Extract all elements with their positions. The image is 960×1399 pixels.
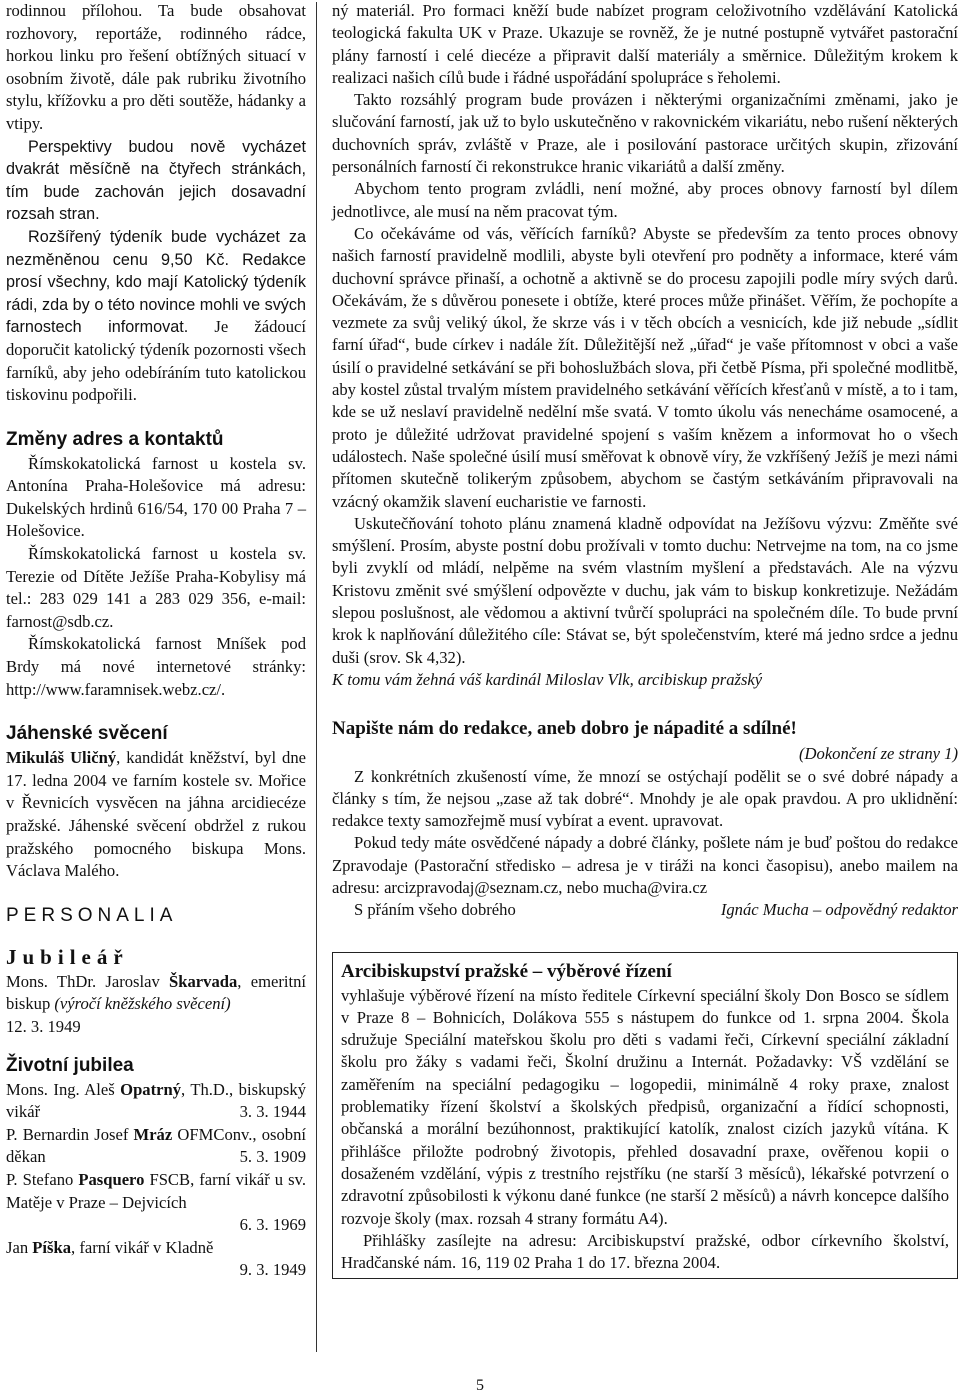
intro-paragraph-2: Perspektivy budou nově vycházet dvakrát měsíčně na čtyřech stránkách, tím bude zachován jejich dosavadní rozsah stran. (6, 137, 306, 224)
napiste-signature (332, 899, 958, 921)
job-announcement-paragraph-1: vyhlašuje výběrové řízení na místo ředitele Církevní speciální školy Don Bosco se sídlem v Praze 8 – Bohnicích, Dolákova 555 s nástupem do funkce od 1. srpna 2004. Škola sdružuje Speciální mateřskou školu pro děti s vadami řeči, Církevní speciální základní školu pro žáky s vadami řeči, Školní družinu a Internát. Požadavky: VŠ vzdělání se zaměřením na speciální pedagogiku – logopedii, minimálně 4 roky praxe, znalost problematiky řízení školství a školských předpisů, organizační a řídící schopnosti, občanská a morální bezúhonnost, praktikující katolík, znalost cizích jazyků vítána. K přihlášce přiložte podrobný životopis, přehled dosavadní praxe, ověřenou kopii o dosaženém vzdělání, výpis z trestního rejstříku (ne starší 3 měsíců), lékařské potvrzení o zdravotní způsobilosti k výkonu dané funkce (ne starší 2 měsíců) a návrh koncepce dalšího rozvoje školy (max. rozsah 4 strany formátu A4). (341, 985, 949, 1228)
jubilee-3-date: 6. 3. 1969 (239, 1215, 306, 1235)
column-divider (316, 2, 317, 1352)
napiste-greeting: S přáním všeho dobrého (354, 900, 516, 920)
jubilee-entry-2 (6, 1124, 306, 1169)
jubilee-1-role: , Th.D., biskupský vikář (6, 1079, 306, 1122)
jubilee-2-prefix: P. Bernardin Josef (6, 1124, 134, 1144)
jubilee-1-date: 3. 3. 1944 (239, 1102, 306, 1122)
jubilee-entry-3 (6, 1169, 306, 1214)
jubilee-4-role: , farní vikář v Kladně (71, 1237, 214, 1257)
job-announcement-paragraph-2: Přihlášky zasílejte na adresu: Arcibiskupství pražské, odbor církevního školství, Hradčanské nám. 16, 119 02 Praha 1 do 17. března 2004. (341, 1230, 949, 1273)
page-number: 5 (476, 1377, 484, 1394)
jahen-paragraph (6, 747, 306, 883)
jubilee-4-name: Píška (32, 1237, 72, 1257)
right-paragraph-2: Takto rozsáhlý program bude provázen i některými organizačními změnami, jako je slučování farností, jak už to bylo uskutečněno v rakovnickém vikariátu, nebo rušení některých duchovních správ, zvláště v Praze, ale i posilování pastorace určitých skupin, zřizování personálních farností či rekonstrukce hranic vikariátů a další změny. (332, 90, 958, 177)
intro-paragraph-1: rodinnou přílohou. Ta bude obsahovat rozhovory, reportáže, rodinného rádce, horkou linku pro řešení obtížných situací v osobním životě, dále pak rubriku životního stylu, křížovku a pro děti soutěže, hádanky a vtipy. (6, 1, 306, 133)
section-title-personalia: PERSONALIA (6, 904, 178, 926)
jubilee-3-role: FSCB, farní vikář u sv. Matěje v Praze – Dejvicích (6, 1169, 306, 1212)
napiste-continuation: (Dokončení ze strany 1) (799, 744, 958, 764)
jubilee-3-name: Pasquero (78, 1169, 145, 1189)
jahen-name: Mikuláš Uličný (6, 748, 117, 768)
right-column (332, 0, 958, 1279)
jubilee-2-date: 5. 3. 1909 (239, 1147, 306, 1167)
jubilee-4-prefix: Jan (6, 1237, 33, 1257)
jubilee-entry-4 (6, 1237, 306, 1260)
intro-p3-part-c: Je žádoucí doporučit katolický týdeník pozornosti všech farníků, aby jeho odebíráním tuto katolickou tiskovinu podpořili. (6, 317, 307, 405)
section-title-zmeny: Změny adres a kontaktů (6, 428, 224, 450)
cardinal-signature: K tomu vám žehná váš kardinál Miloslav Vlk, arcibiskup pražský (332, 669, 763, 689)
jubilee-4-date: 9. 3. 1949 (239, 1260, 306, 1280)
section-title-zivotni: Životní jubilea (6, 1054, 134, 1076)
napiste-paragraph-2: Pokud tedy máte osvědčené nápady a dobré články, pošlete nám je buď poštou do redakce Zpravodaje (Pastorační středisko – adresa je v tiráži na konci časopisu), anebo mailem na adresu: arcizpravodaj@seznam.cz, nebo mucha@vira.cz (332, 833, 958, 897)
intro-p3-part-b: Redakce prosí všechny, kdo mají Katolický týdeník rádi, zda by o této novince mohli ve svých farnostech informovat. (6, 250, 306, 337)
section-title-jubilear: Jubileář (6, 944, 129, 969)
zmeny-paragraph-1: Římskokatolická farnost u kostela sv. Antonína Praha-Holešovice má adresu: Dukelských hrdinů 616/54, 170 00 Praha 7 – Holešovice. (6, 453, 306, 541)
zmeny-paragraph-2: Římskokatolická farnost u kostela sv. Terezie od Dítěte Ježíše Praha-Kobylisy má tel.: 283 029 141 a 283 029 356, e-mail: farnost@sdb.cz. (6, 544, 306, 631)
jubilear-suffix: , emeritní biskup (6, 971, 306, 1014)
jubilee-1-name: Opatrný (120, 1079, 182, 1099)
jubilee-entry-1 (6, 1079, 306, 1124)
intro-p3-part-a: Rozšířený týdeník bude vycházet za nezměněnou cenu 9,50 Kč. (6, 227, 306, 269)
right-paragraph-4: Co očekáváme od vás, věřících farníků? Abyste se především za tento proces obnovy našich farností pravidelně modlili, abyste byli otevření pro podněty a informace, které vám duchovní správce přinaší, a ochotně a aktivně se do procesu zapojili podle míry svých darů. Očekávám, že s důvěrou ponesete i obtíže, které proces může přinášet. Věřím, že pochopíte a vezmete za svůj veliký úkol, že skrze vás i v těch obcích a vesnicích, kde již nebude „sídlit farní úřad“, bude církev i nadále žít. Důležitější než „úřad“ je vaše přítomnost v obci a vaše úsilí o pravidelné setkávání se při bohoslužbách slova, při četbě Písma, při společné modlitbě, aby kostel zůstal trvalým místem pravidelného setkávání věřících křesťanů v místě, a to i tam, kde se už neslaví pravidelně nedělní mše svatá. V tomto úkolu vás nenecháme osamocené, a proto je důležité udržovat pravidelné spojení s vaším knězem a informovat ho o všech událostech. Naše společné úsilí musí směřovat k obnově víry, že vzkříšený Ježíš je mezi námi přítomen skutečně tolikerým způsobem, abychom se častým setkáváním připravovali na vzácný okamžik slavení eucharistie ve farnosti. (332, 223, 958, 511)
napiste-paragraph-1: Z konkrétních zkušeností víme, že mnozí se ostýchají podělit se o své dobré nápady a články s tím, že nejsou „zase až tak dobré“. Mnohdy je ale opak pravdou. A pro uklidnění: redakce texty samozřejmě musí vybírat a event. upravovat. (332, 766, 958, 831)
jubilee-2-name: Mráz (133, 1124, 173, 1144)
jubilee-3-prefix: P. Stefano (6, 1169, 79, 1189)
jubilee-1-prefix: Mons. Ing. Aleš (6, 1079, 121, 1099)
job-announcement-title: Arcibiskupství pražské – výběrové řízení (341, 960, 672, 982)
napiste-title: Napište nám do redakce, aneb dobro je nápadité a sdílné! (332, 718, 797, 740)
jubilear-entry (6, 971, 306, 1016)
jahen-text: , kandidát kněžství, byl dne 17. ledna 2004 ve farním kostele sv. Mořice v Řevnicích vysvěcen na jáhna arcidiecéze pražské. Jáhenské svěcení obdržel z rukou pražského pomocného biskupa Mons. Václava Malého. (6, 748, 306, 881)
jubilear-date: 12. 3. 1949 (6, 1016, 81, 1036)
right-paragraph-1: ný materiál. Pro formaci kněží bude nabízet program celoživotního vzdělávání Katolická teologická fakulta UK v Praze. Ukazuje se rovněž, že je nutné postupně vytvářet pastorační plány farností i celé diecéze a připravit další materiály a směrnice. Důležitým krokem k realizaci našich cílů bude i řádné uspořádání spolupráce s řeholemi. (332, 1, 958, 87)
napiste-editor: Ignác Mucha – odpovědný redaktor (720, 900, 958, 920)
intro-paragraph-3 (6, 226, 306, 407)
right-paragraph-3: Abychom tento program zvládli, není možné, aby proces obnovy farností byl dílem jednotlivce, ale musí na něm pracovat tým. (332, 179, 958, 221)
jubilear-note: (výročí kněžského svěcení) (54, 994, 231, 1014)
left-column (6, 0, 306, 1282)
jubilee-2-role: OFMConv., osobní děkan (6, 1124, 306, 1167)
right-paragraph-5: Uskutečňování tohoto plánu znamená kladně odpovídat na Ježíšovu výzvu: Změňte své smýšlení. Prosím, abyste postní dobu prožívali v tomto duchu: Netrvejme na tom, na co jsme byli zvyklí od mládí, nelpěme na svém vlastním myšlení a představách. Ale na výzvu Kristovu změnit své smýšlení odpovězte v duchu, jak vám to biskup konkretizuje. Nežádám slepou poslušnost, ale vědomou a aktivní tvůrčí spolupráci na společném díle. To bude první krok k naplňování důležitého cíle: Stávat se, být společenstvím, které má jedno srdce a jednu duši (srov. Sk 4,32). (332, 513, 958, 667)
jubilear-prefix: Mons. ThDr. Jaroslav (6, 971, 170, 991)
section-title-jahen: Jáhenské svěcení (6, 723, 168, 745)
job-announcement-box (332, 952, 958, 1280)
zmeny-paragraph-3: Římskokatolická farnost Mníšek pod Brdy má nové internetové stránky: http://www.faramnisek.webz.cz/. (6, 634, 306, 699)
jubilear-name: Škarvada (169, 971, 238, 991)
